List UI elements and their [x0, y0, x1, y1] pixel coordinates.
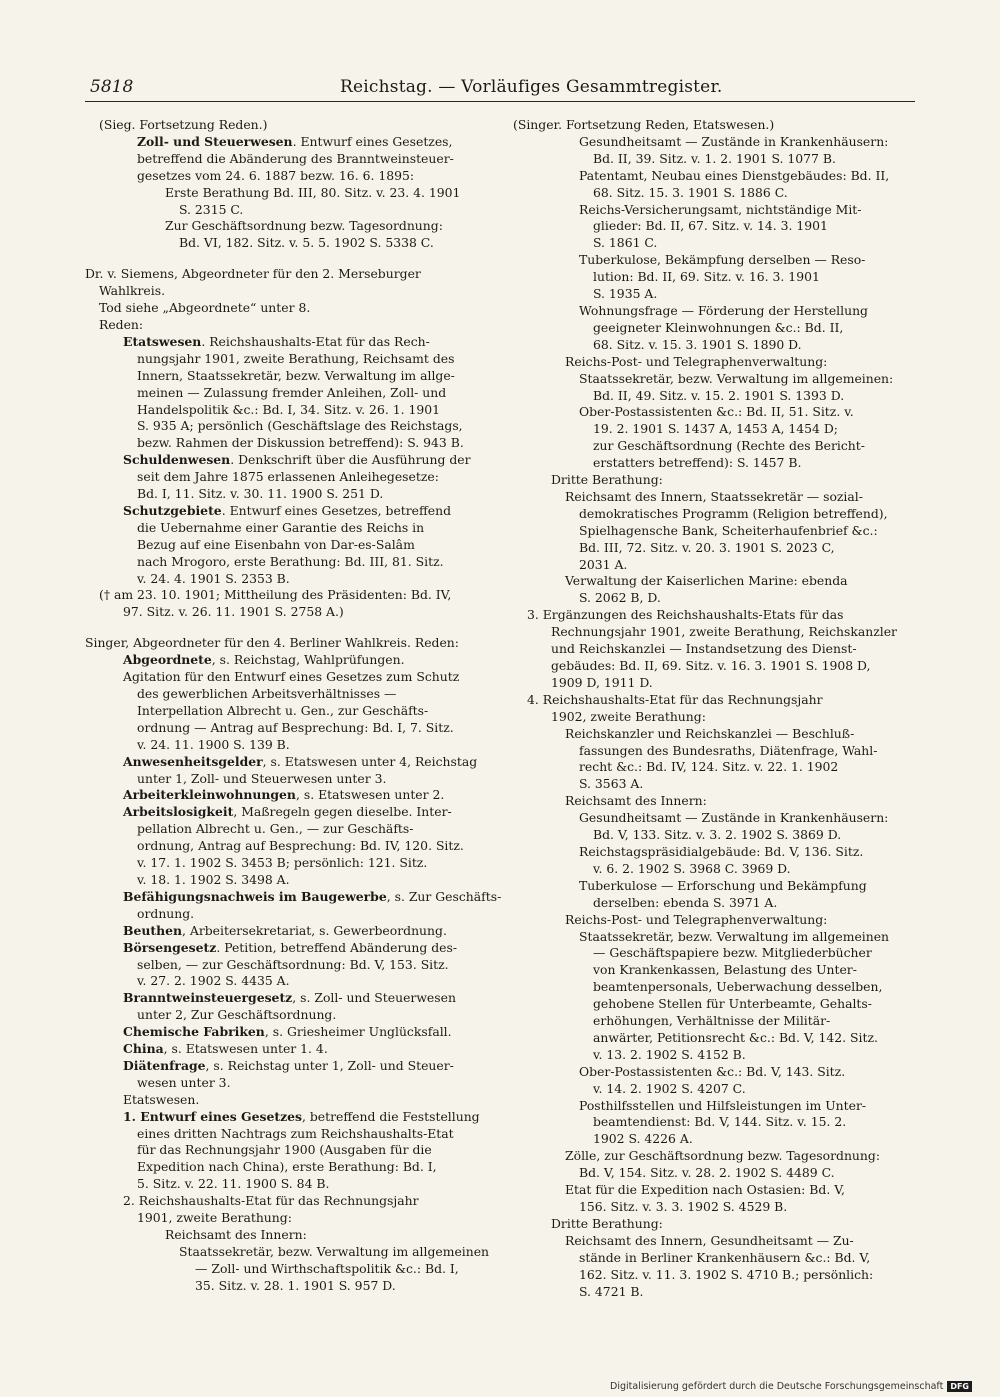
index-line: 68. Sitz. v. 15. 3. 1901 S. 1890 D. [593, 336, 802, 352]
index-line: v. 27. 2. 1902 S. 4435 A. [137, 973, 290, 989]
index-line: Bd. V, 133. Sitz. v. 3. 2. 1902 S. 3869 D. [593, 827, 842, 843]
index-line: 4. Reichshaushalts-Etat für das Rechnungsjahr [527, 691, 823, 707]
running-title: Reichstag. — Vorläufiges Gesammtregister. [340, 77, 723, 97]
footer [610, 1381, 972, 1392]
index-line: Wahlkreis. [99, 283, 166, 299]
index-line: Bd. III, 72. Sitz. v. 20. 3. 1901 S. 2023 C, [579, 539, 835, 555]
index-line: Arbeitslosigkeit, Maßregeln gegen dieselbe. Inter- [123, 804, 452, 820]
index-line: v. 24. 4. 1901 S. 2353 B. [137, 570, 290, 586]
index-line: für das Rechnungsjahr 1900 (Ausgaben für die [137, 1142, 432, 1158]
index-line: — Zoll- und Wirthschaftspolitik &c.: Bd. I, [195, 1260, 459, 1276]
index-line: zur Geschäftsordnung (Rechte des Bericht- [593, 438, 865, 454]
index-line: derselben: ebenda S. 3971 A. [593, 894, 778, 910]
index-line: Abgeordnete, s. Reichstag, Wahlprüfungen. [123, 652, 405, 668]
index-line: v. 18. 1. 1902 S. 3498 A. [137, 871, 290, 887]
index-line: S. 3563 A. [579, 776, 644, 792]
index-line: Staatssekretär, bezw. Verwaltung im allgemeinen: [579, 370, 894, 386]
index-line: v. 6. 2. 1902 S. 3968 C. 3969 D. [593, 860, 791, 876]
index-line: S. 1935 A. [593, 286, 658, 302]
index-line: Reden: [99, 316, 144, 332]
index-line: unter 2, Zur Geschäftsordnung. [137, 1007, 337, 1023]
index-line: Bd. V, 154. Sitz. v. 28. 2. 1902 S. 4489 C. [579, 1165, 835, 1181]
index-line: 162. Sitz. v. 11. 3. 1902 S. 4710 B.; persönlich: [579, 1266, 874, 1282]
index-line: wesen unter 3. [137, 1074, 231, 1090]
index-line: und Reichskanzlei — Instandsetzung des Dienst- [551, 641, 857, 657]
index-line: erhöhungen, Verhältnisse der Militär- [593, 1013, 831, 1029]
index-line: gesetzes vom 24. 6. 1887 bezw. 16. 6. 1895: [137, 167, 415, 183]
index-line: Dr. v. Siemens, Abgeordneter für den 2. Merseburger [85, 266, 421, 282]
index-line: Ober-Postassistenten &c.: Bd. V, 143. Sitz. [579, 1063, 846, 1079]
index-line: pellation Albrecht u. Gen., — zur Geschäfts- [137, 821, 414, 837]
index-line: Zölle, zur Geschäftsordnung bezw. Tagesordnung: [565, 1148, 880, 1164]
index-line: Expedition nach China), erste Berathung: Bd. I, [137, 1159, 437, 1175]
index-line: 2. Reichshaushalts-Etat für das Rechnungsjahr [123, 1193, 419, 1209]
page-number: 5818 [90, 77, 134, 97]
index-line: S. 935 A; persönlich (Geschäftslage des Reichstags, [137, 418, 463, 434]
index-line: anwärter, Petitionsrecht &c.: Bd. V, 142. Sitz. [593, 1029, 878, 1045]
index-line: Schutzgebiete. Entwurf eines Gesetzes, betreffend [123, 502, 452, 518]
index-line: v. 24. 11. 1900 S. 139 B. [137, 736, 290, 752]
index-line: Reichs-Post- und Telegraphenverwaltung: [565, 353, 828, 369]
index-line: die Uebernahme einer Garantie des Reichs in [137, 519, 425, 535]
index-line: lution: Bd. II, 69. Sitz. v. 16. 3. 1901 [593, 269, 820, 285]
index-line: — Geschäftspapiere bezw. Mitgliederbücher [593, 945, 872, 961]
index-line: Bezug auf eine Eisenbahn von Dar-es-Salâm [137, 536, 415, 552]
index-line: S. 4721 B. [579, 1283, 644, 1299]
index-line: Etat für die Expedition nach Ostasien: Bd. V, [565, 1182, 845, 1198]
index-line: beamtenpersonals, Ueberwachung desselben, [593, 979, 883, 995]
index-line: von Krankenkassen, Belastung des Unter- [593, 962, 857, 978]
index-line: geeigneter Kleinwohnungen &c.: Bd. II, [593, 319, 844, 335]
index-line: Reichstagspräsidialgebäude: Bd. V, 136. Sitz. [579, 843, 864, 859]
left-column [85, 117, 502, 1295]
index-line: Zoll- und Steuerwesen. Entwurf eines Gesetzes, [137, 133, 453, 149]
index-line: erstatters betreffend): S. 1457 B. [593, 455, 802, 471]
header-rule [85, 101, 915, 102]
index-line: demokratisches Programm (Religion betreffend), [579, 505, 888, 521]
index-line: Börsengesetz. Petition, betreffend Abänderung des- [123, 939, 458, 955]
index-line: des gewerblichen Arbeitsverhältnisses — [137, 686, 397, 701]
index-line: Branntweinsteuergesetz, s. Zoll- und Steuerwesen [123, 990, 456, 1006]
index-line: S. 2315 C. [179, 201, 244, 217]
index-line: Reichs-Versicherungsamt, nichtständige Mit- [579, 201, 862, 217]
index-line: 2031 A. [579, 556, 628, 572]
index-line: Erste Berathung Bd. III, 80. Sitz. v. 23. 4. 1901 [165, 184, 461, 200]
index-line: 1909 D, 1911 D. [551, 674, 653, 690]
index-line: 5. Sitz. v. 22. 11. 1900 S. 84 B. [137, 1176, 330, 1192]
index-line: Agitation für den Entwurf eines Gesetzes zum Schutz [123, 669, 460, 685]
index-line: nach Mrogoro, erste Berathung: Bd. III, 81. Sitz. [137, 553, 444, 569]
index-line: 1901, zweite Berathung: [137, 1210, 292, 1226]
index-line: fassungen des Bundesraths, Diätenfrage, Wahl- [579, 742, 878, 758]
right-column [513, 117, 915, 1300]
index-line: S. 2062 B, D. [579, 590, 661, 606]
index-line: Reichsamt des Innern, Staatssekretär — sozial- [565, 488, 863, 504]
index-line: Patentamt, Neubau eines Dienstgebäudes: Bd. II, [579, 167, 890, 183]
index-line: gehobene Stellen für Unterbeamte, Gehalts- [593, 996, 872, 1012]
index-line: Singer, Abgeordneter für den 4. Berliner Wahlkreis. Reden: [85, 635, 459, 651]
index-line: seit dem Jahre 1875 erlassenen Anleihegesetze: [137, 469, 439, 485]
index-line: Etatswesen. [123, 1091, 200, 1107]
dfg-logo: DFG [947, 1381, 972, 1392]
index-line: Reichs-Post- und Telegraphenverwaltung: [565, 911, 828, 927]
index-line: 1. Entwurf eines Gesetzes, betreffend die Feststellung [123, 1108, 480, 1124]
index-line: Arbeiterkleinwohnungen, s. Etatswesen unter 2. [123, 787, 445, 803]
index-line: 1902, zweite Berathung: [551, 708, 706, 724]
index-line: 68. Sitz. 15. 3. 1901 S. 1886 C. [593, 184, 788, 200]
index-line: stände in Berliner Krankenhäusern &c.: Bd. V, [579, 1249, 871, 1265]
index-line: Dritte Berathung: [551, 472, 663, 488]
index-line: meinen — Zulassung fremder Anleihen, Zoll- und [137, 384, 447, 400]
index-line: Etatswesen. Reichshaushalts-Etat für das Rech- [123, 333, 430, 349]
index-line: selben, — zur Geschäftsordnung: Bd. V, 153. Sitz. [137, 956, 449, 972]
index-line: Gesundheitsamt — Zustände in Krankenhäusern: [579, 133, 889, 149]
index-line: bezw. Rahmen der Diskussion betreffend): S. 943 B. [137, 435, 464, 451]
index-line: ordnung — Antrag auf Besprechung: Bd. I, 7. Sitz. [137, 719, 454, 735]
index-line: Reichsamt des Innern: [165, 1227, 307, 1242]
index-line: ordnung. [137, 905, 195, 921]
index-line: v. 13. 2. 1902 S. 4152 B. [593, 1046, 746, 1062]
index-line: glieder: Bd. II, 67. Sitz. v. 14. 3. 1901 [593, 218, 828, 234]
index-line: S. 1861 C. [593, 235, 658, 251]
index-line: Ober-Postassistenten &c.: Bd. II, 51. Sitz. v. [579, 404, 854, 420]
index-line: Spielhagensche Bank, Scheiterhaufenbrief &c.: [579, 522, 878, 538]
index-line: 97. Sitz. v. 26. 11. 1901 S. 2758 A.) [123, 604, 344, 620]
index-line: China, s. Etatswesen unter 1. 4. [123, 1041, 328, 1057]
index-line: Reichsamt des Innern, Gesundheitsamt — Zu- [565, 1232, 854, 1248]
index-line: Gesundheitsamt — Zustände in Krankenhäusern: [579, 810, 889, 826]
index-line: 156. Sitz. v. 3. 3. 1902 S. 4529 B. [579, 1199, 788, 1214]
index-line: Bd. II, 39. Sitz. v. 1. 2. 1901 S. 1077 B. [593, 150, 836, 166]
index-line: Rechnungsjahr 1901, zweite Berathung, Reichskanzler [551, 624, 897, 640]
index-line: Innern, Staatssekretär, bezw. Verwaltung im allge- [137, 367, 455, 383]
index-line: Tuberkulose, Bekämpfung derselben — Reso- [579, 252, 866, 268]
index-line: Bd. II, 49. Sitz. v. 15. 2. 1901 S. 1393 D. [593, 387, 845, 403]
index-line: Verwaltung der Kaiserlichen Marine: ebenda [565, 573, 848, 589]
index-line [85, 252, 485, 266]
index-line: Tuberkulose — Erforschung und Bekämpfung [579, 877, 867, 893]
index-line: Reichsamt des Innern: [565, 793, 707, 809]
index-line: Handelspolitik &c.: Bd. I, 34. Sitz. v. 26. 1. 1901 [137, 401, 440, 417]
index-line: Tod siehe „Abgeordnete“ unter 8. [99, 300, 311, 316]
index-line: Staatssekretär, bezw. Verwaltung im allgemeinen [579, 928, 890, 944]
index-line: eines dritten Nachtrags zum Reichshaushalts-Etat [137, 1125, 454, 1141]
index-line: (Singer. Fortsetzung Reden, Etatswesen.) [513, 117, 775, 132]
index-line: Chemische Fabriken, s. Griesheimer Unglücksfall. [123, 1024, 452, 1040]
index-line: Befähigungsnachweis im Baugewerbe, s. Zur Geschäfts- [123, 888, 502, 904]
index-line: Bd. VI, 182. Sitz. v. 5. 5. 1902 S. 5338 C. [179, 235, 434, 251]
index-line: Staatssekretär, bezw. Verwaltung im allgemeinen [179, 1243, 490, 1259]
index-line: Bd. I, 11. Sitz. v. 30. 11. 1900 S. 251 D. [137, 486, 384, 502]
index-line: Beuthen, Arbeitersekretariat, s. Gewerbeordnung. [123, 922, 447, 938]
index-line: Reichskanzler und Reichskanzlei — Beschluß- [565, 725, 855, 741]
index-line: Anwesenheitsgelder, s. Etatswesen unter 4, Reichstag [123, 753, 478, 769]
index-line: v. 17. 1. 1902 S. 3453 B; persönlich: 121. Sitz. [137, 855, 428, 871]
footer-text: Digitalisierung gefördert durch die Deutsche Forschungsgemeinschaft [610, 1381, 944, 1392]
index-line: gebäudes: Bd. II, 69. Sitz. v. 16. 3. 1901 S. 1908 D, [551, 658, 871, 673]
index-line: Zur Geschäftsordnung bezw. Tagesordnung: [165, 218, 443, 234]
index-line: Diätenfrage, s. Reichstag unter 1, Zoll- und Steuer- [123, 1057, 454, 1073]
index-line: Interpellation Albrecht u. Gen., zur Geschäfts- [137, 702, 429, 718]
index-line: beamtendienst: Bd. V, 144. Sitz. v. 15. 2. [593, 1114, 847, 1130]
index-line: 19. 2. 1901 S. 1437 A, 1453 A, 1454 D; [593, 421, 838, 437]
index-line: recht &c.: Bd. IV, 124. Sitz. v. 22. 1. 1902 [579, 759, 839, 775]
index-line: unter 1, Zoll- und Steuerwesen unter 3. [137, 770, 387, 786]
index-line: Posthilfsstellen und Hilfsleistungen im Unter- [579, 1097, 867, 1113]
index-line: 3. Ergänzungen des Reichshaushalts-Etats für das [527, 607, 844, 623]
index-line: nungsjahr 1901, zweite Berathung, Reichsamt des [137, 350, 455, 366]
index-line [85, 621, 485, 635]
index-line: (Sieg. Fortsetzung Reden.) [99, 117, 268, 132]
index-line: († am 23. 10. 1901; Mittheilung des Präsidenten: Bd. IV, [99, 587, 452, 603]
index-line: betreffend die Abänderung des Branntweinsteuer- [137, 150, 454, 166]
index-line: Dritte Berathung: [551, 1215, 663, 1231]
index-line: v. 14. 2. 1902 S. 4207 C. [593, 1080, 746, 1096]
index-line: 35. Sitz. v. 28. 1. 1901 S. 957 D. [195, 1277, 396, 1293]
index-line: Wohnungsfrage — Förderung der Herstellung [579, 302, 868, 318]
index-line: 1902 S. 4226 A. [593, 1131, 693, 1147]
index-line: ordnung, Antrag auf Besprechung: Bd. IV, 120. Sitz. [137, 838, 464, 854]
index-line: Schuldenwesen. Denkschrift über die Ausführung der [123, 452, 471, 468]
